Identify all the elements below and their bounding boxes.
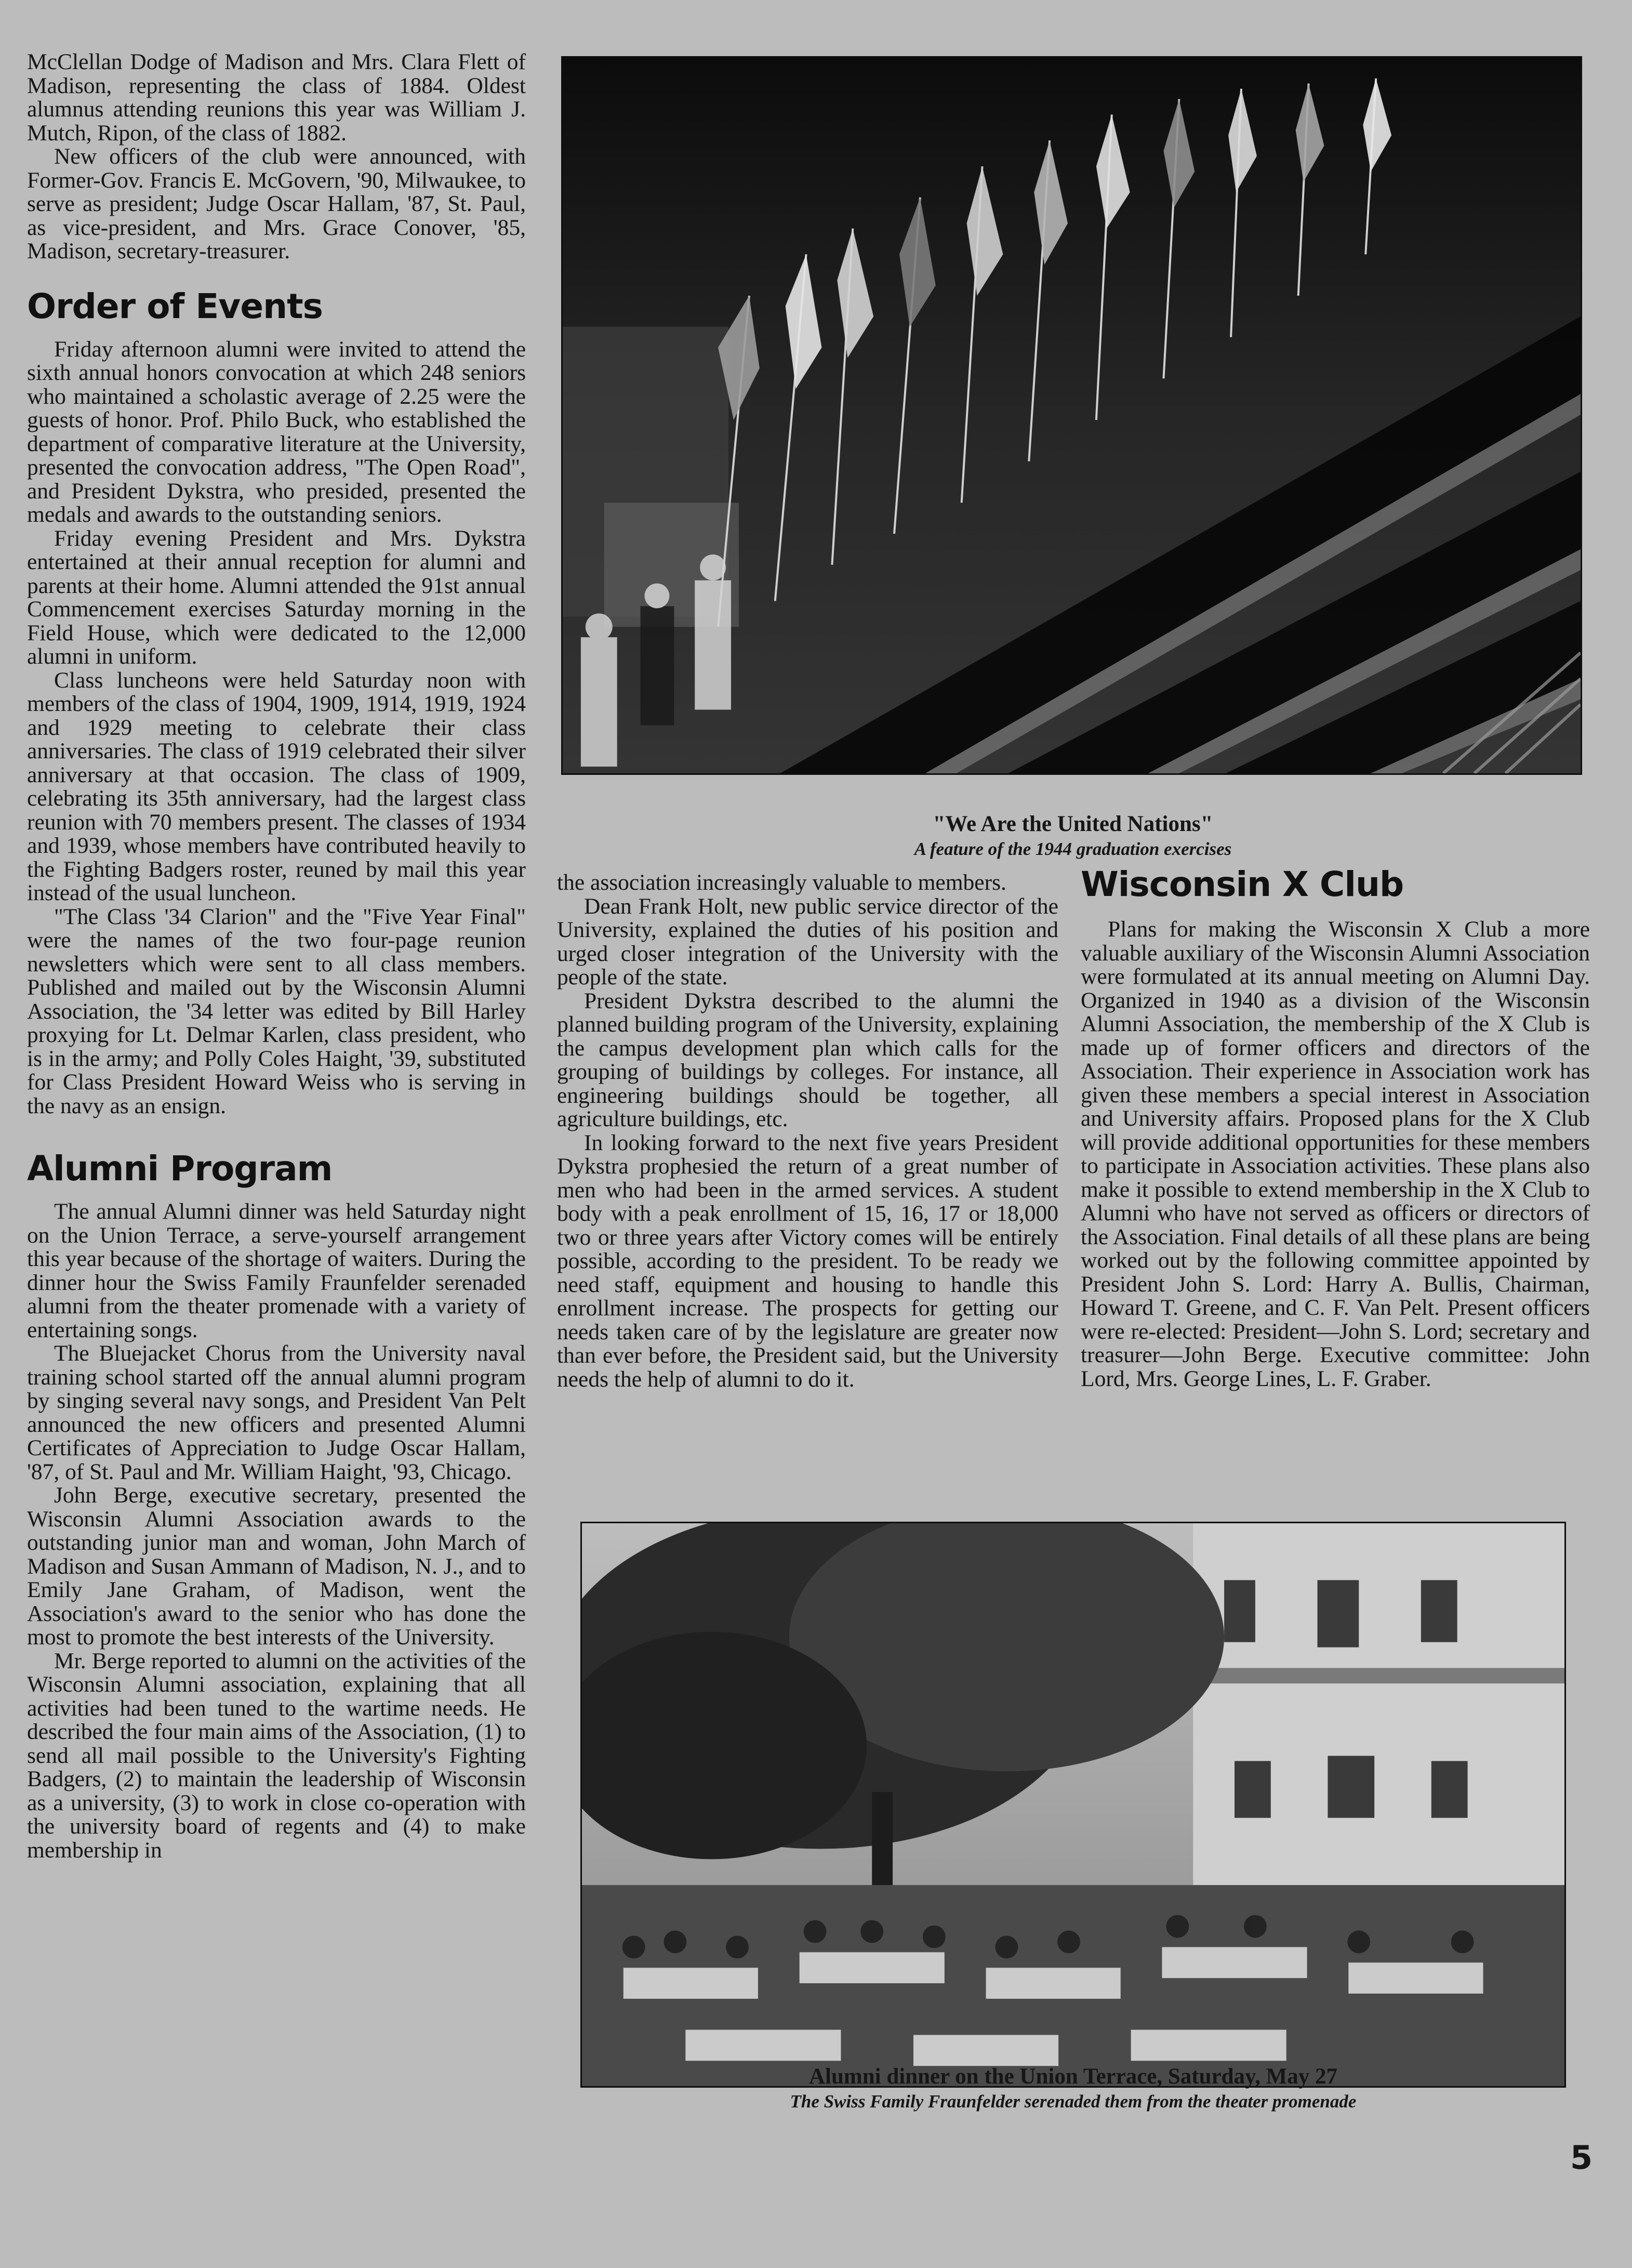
caption-subtitle: The Swiss Family Fraunfelder serenaded them from the theater promenade (790, 2091, 1357, 2112)
caption-subtitle: A feature of the 1944 graduation exercises (914, 839, 1232, 859)
page-number: 5 (1570, 2139, 1593, 2177)
column-middle (557, 871, 1058, 1391)
section-heading-order-of-events: Order of Events (27, 286, 323, 326)
paragraph: John Berge, executive secretary, presented the Wisconsin Alumni Association awards to the outstanding junior man and woman, John March of Madison and Susan Ammann of Madison, N. J., and to Emily Jane Graham, of Madison, went the Association's award to the senior who has done the most to promote the best interests of the University. (27, 1483, 526, 1650)
paragraph: McClellan Dodge of Madison and Mrs. Clara Flett of Madison, representing the class of 1884. Oldest alumnus attending reunions this year was William J. Mutch, Ripon, of the class of 1882. (27, 49, 526, 146)
photo-illustration (563, 58, 1581, 773)
paragraph: Plans for making the Wisconsin X Club a more valuable auxiliary of the Wisconsin Alumni Association were formulated at its annual meeting on Alumni Day. Organized in 1940 as a division of the Wisconsin Alumni Association, the membership of the X Club is made up of former officers and directors of the Association. Their experience in Association work has given these members a special interest in Association and University affairs. Proposed plans for the X Club will provide additional opportunities for these members to participate in Association activities. These plans also make it possible to extend membership in the X Club to Alumni who have not served as officers or directors of the Association. Final details of all these plans are being worked out by the following committee appointed by President John S. Lord: Harry A. Bullis, Chairman, Howard T. Greene, and C. F. Van Pelt. Present officers were re-elected: President—John S. Lord; secretary and treasurer—John Berge. Executive committee: John Lord, Mrs. George Lines, L. F. Graber. (1081, 917, 1590, 1391)
paragraph: Mr. Berge reported to alumni on the activities of the Wisconsin Alumni association, explaining that all activities had been tuned to the wartime needs. He described the four main aims of the Association, (1) to send all mail possible to the University's Fighting Badgers, (2) to maintain the leadership of Wisconsin as a university, (3) to work in close co-operation with the university board of regents and (4) to make membership in (27, 1648, 526, 1863)
paragraph: President Dykstra described to the alumni the planned building program of the University, explaining the campus development plan which calls for the grouping of buildings by colleges. For instance, all engineering buildings should be together, all agriculture buildings, etc. (557, 988, 1058, 1131)
paragraph: Dean Frank Holt, new public service director of the University, explained the duties of his position and urged closer integration of the University with the people of the state. (557, 893, 1058, 990)
graduation-flags-photo (561, 56, 1582, 775)
caption-title: "We Are the United Nations" (933, 812, 1213, 836)
photo-caption-top (566, 811, 1580, 861)
column-right (1081, 864, 1590, 1391)
paragraph: Friday afternoon alumni were invited to attend the sixth annual honors convocation at which 248 seniors who maintained a scholastic average of 2.25 were the guests of honor. Prof. Philo Buck, who established the department of comparative literature at the University, presented the convocation address, "The Open Road", and President Dykstra, who presided, presented the medals and awards to the outstanding seniors. (27, 336, 526, 527)
caption-title: Alumni dinner on the Union Terrace, Saturday, May 27 (809, 2064, 1337, 2089)
paragraph: Class luncheons were held Saturday noon with members of the class of 1904, 1909, 1914, 1919, 1924 and 1929 meeting to celebrate their class anniversaries. The class of 1919 celebrated their silver anniversary at that occasion. The class of 1909, celebrating its 35th anniversary, had the largest class reunion with 70 members present. The classes of 1934 and 1939, whose members have contributed heavily to the Fighting Badgers roster, reuned by mail this year instead of the usual luncheon. (27, 667, 526, 905)
paragraph: the association increasingly valuable to members. (557, 870, 1006, 895)
paragraph: New officers of the club were announced, with Former-Gov. Francis E. McGovern, '90, Milwaukee, to serve as president; Judge Oscar Hallam, '87, St. Paul, as vice-president, and Mrs. Grace Conover, '85, Madison, secretary-treasurer. (27, 144, 526, 263)
paragraph: In looking forward to the next five years President Dykstra prophesied the return of a great number of men who had been in the armed services. A student body with a peak enrollment of 15, 16, 17 or 18,000 two or three years after Victory comes will be entirely possible, according to the president. To be ready we need staff, equipment and housing to handle this enrollment increase. The prospects for getting our needs taken care of by the legislature are greater now than ever before, the President said, but the University needs the help of alumni to do it. (557, 1130, 1058, 1392)
column-left (27, 50, 526, 1862)
section-heading-alumni-program: Alumni Program (27, 1149, 333, 1189)
section-heading-wisconsin-x-club: Wisconsin X Club (1081, 864, 1404, 904)
photo-illustration (582, 1523, 1564, 2086)
paragraph: The annual Alumni dinner was held Saturday night on the Union Terrace, a serve-yourself arrangement this year because of the shortage of waiters. During the dinner hour the Swiss Family Fraunfelder serenaded alumni from the theater promenade with a variety of entertaining songs. (27, 1199, 526, 1342)
paragraph: Friday evening President and Mrs. Dykstra entertained at their annual reception for alumni and parents at their home. Alumni attended the 91st annual Commencement exercises Saturday morning in the Field House, which were dedicated to the 12,000 alumni in uniform. (27, 525, 526, 669)
photo-caption-bottom (580, 2063, 1566, 2113)
paragraph: "The Class '34 Clarion" and the "Five Year Final" were the names of the two four-page reunion newsletters which were sent to all class members. Published and mailed out by the Wisconsin Alumni Association, the '34 letter was edited by Bill Harley proxying for Lt. Delmar Karlen, class president, who is in the army; and Polly Coles Haight, '39, substituted for Class President Howard Weiss who is serving in the navy as an ensign. (27, 904, 526, 1118)
alumni-dinner-photo (580, 1522, 1566, 2088)
paragraph: The Bluejacket Chorus from the University naval training school started off the annual alumni program by singing several navy songs, and President Van Pelt announced the new officers and presented Alumni Certificates of Appreciation to Judge Oscar Hallam, '87, of St. Paul and Mr. William Haight, '93, Chicago. (27, 1341, 526, 1484)
